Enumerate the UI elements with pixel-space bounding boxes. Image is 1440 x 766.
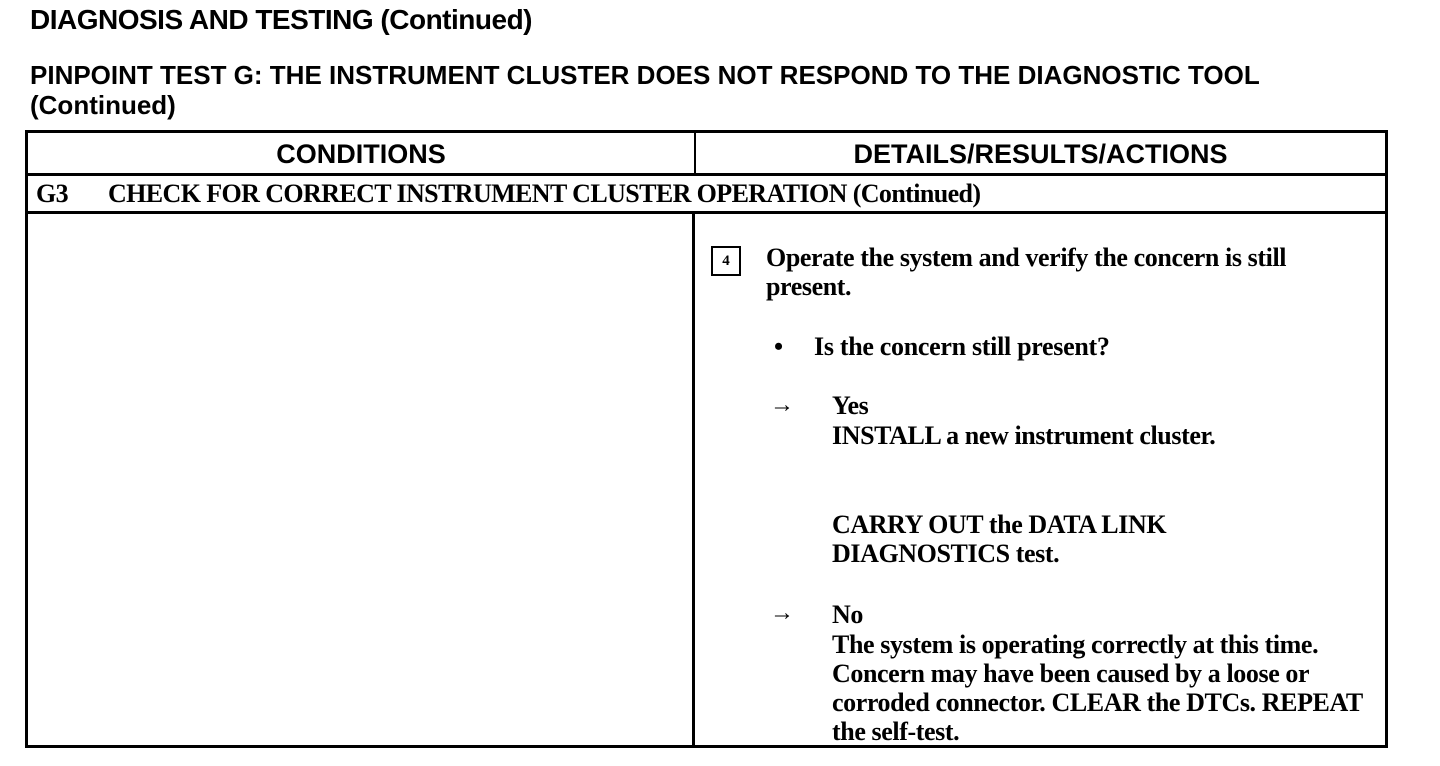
header-divider <box>28 173 1385 176</box>
step-id: G3 <box>36 179 69 208</box>
pinpoint-test-title: PINPOINT TEST G: THE INSTRUMENT CLUSTER DOES NOT RESPOND TO THE DIAGNOSTIC TOOL (Continued) <box>30 60 1260 120</box>
arrow-right-icon: → <box>770 392 794 418</box>
yes-label: Yes <box>832 391 869 420</box>
substep-instruction: Operate the system and verify the concern is still present. <box>766 243 1287 301</box>
conditions-column-header: CONDITIONS <box>276 139 446 169</box>
details-column-header: DETAILS/RESULTS/ACTIONS <box>853 139 1228 169</box>
yes-action-install: INSTALL a new instrument cluster. <box>832 421 1216 450</box>
no-label: No <box>832 600 863 629</box>
yes-action-datalink: CARRY OUT the DATA LINK DIAGNOSTICS test. <box>832 510 1167 568</box>
pinpoint-test-table <box>25 130 1388 748</box>
page-title: DIAGNOSIS AND TESTING (Continued) <box>30 4 532 35</box>
step-row <box>36 179 980 209</box>
column-divider <box>692 213 695 745</box>
details-cell <box>708 213 1385 745</box>
question-text: Is the concern still present? <box>814 332 1110 361</box>
substep-number-box: 4 <box>711 246 741 276</box>
no-action-text: The system is operating correctly at this time. Concern may have been caused by a loose or corroded connector. CLEAR the DTCs. REPEAT the self-test. <box>832 630 1363 746</box>
step-title: CHECK FOR CORRECT INSTRUMENT CLUSTER OPERATION (Continued) <box>108 179 981 208</box>
column-divider-top <box>694 133 696 175</box>
bullet-icon: • <box>774 332 784 361</box>
arrow-right-icon: → <box>770 600 794 626</box>
